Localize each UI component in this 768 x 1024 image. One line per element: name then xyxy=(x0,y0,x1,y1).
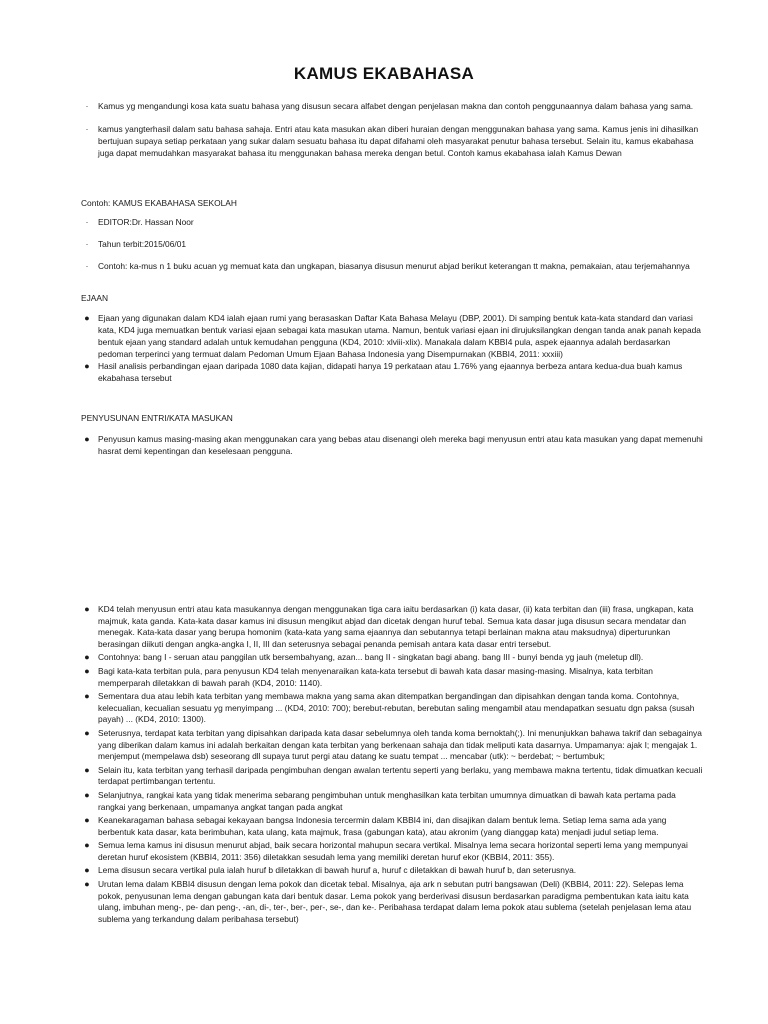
bullet-icon: ● xyxy=(84,691,90,702)
kd4-list xyxy=(81,604,703,925)
kd4-item xyxy=(81,815,703,838)
kd4-item xyxy=(81,666,703,689)
kd4-item xyxy=(81,840,703,863)
intro-item xyxy=(81,100,703,112)
example-item xyxy=(81,260,703,272)
kd4-item xyxy=(81,604,703,650)
ejaan-text: Ejaan yang digunakan dalam KD4 ialah ejaan rumi yang berasaskan Daftar Kata Bahasa Melayu (DBP, 2001). Di samping bentuk kata-kata standard dan variasi kata, KD4 juga memuatkan bentuk variasi ejaan sebagai kata masukan utama. Namun, bentuk variasi ejaan ini dirujuksilangkan dengan tanda anak panah kepada bentuk ejaan yang standard adalah untuk kemudahan pengguna (KD4, 2010: xlviii-xlix). Manakala dalam KBBI4 pula, aspek ejaannya adalah berdasarkan pedoman terperinci yang termuat dalam Pedoman Umum Ejaan Bahasa Indonesia yang Disempurnakan (KBBI4, 2011: xxxiii) xyxy=(98,313,701,359)
example-list xyxy=(81,216,703,272)
bullet-icon: ● xyxy=(84,815,90,826)
kd4-text: Semua lema kamus ini disusun menurut abjad, baik secara horizontal mahupun secara vertikal. Misalnya lema secara horizontal seperti lema yang mempunyai deretan huruf ekosistem (KBBI4, 2011: 356) diletakkan sesudah lema yang memiliki deretan huruf ekor (KBBI4, 2011: 355). xyxy=(98,840,688,862)
bullet-icon: · xyxy=(85,217,89,227)
example-item xyxy=(81,238,703,250)
intro-item xyxy=(81,123,703,159)
ejaan-heading: EJAAN xyxy=(81,293,108,303)
kd4-item xyxy=(81,728,703,763)
intro-text: Kamus yg mengandungi kosa kata suatu bahasa yang disusun secara alfabet dengan penjelasan makna dan contoh penggunaannya dalam bahasa yang sama. xyxy=(98,101,694,111)
ejaan-item xyxy=(81,312,703,360)
example-text: Tahun terbit:2015/06/01 xyxy=(98,239,187,249)
intro-text: kamus yangterhasil dalam satu bahasa sahaja. Entri atau kata masukan akan diberi huraian dengan menggunakan bahasa yang sama. Kamus jenis ini dihasilkan bertujuan supaya setiap perkataan yang sukar dalam sesuatu bahasa itu dapat difahami oleh masyarakat penutur bahasa tersebut. Selain itu, kamus ekabahasa juga dapat memudahkan masyarakat bahasa itu menggunakan bahasa mereka dengan betul. Contoh kamus ekabahasa ialah Kamus Dewan xyxy=(98,124,699,158)
penyusunan-item xyxy=(81,433,703,457)
ejaan-text: Hasil analisis perbandingan ejaan daripada 1080 data kajian, didapati hanya 19 perkataan atau 1.76% yang ejaannya berbeza antara kedua-dua buah kamus ekabahasa tersebut xyxy=(98,361,683,383)
kd4-item xyxy=(81,765,703,788)
kd4-text: Urutan lema dalam KBBI4 disusun dengan lema pokok dan dicetak tebal. Misalnya, aja ark n sebutan putri bangsawan (Deli) (KBBI4, 2011: 22). Selepas lema pokok, penyusunan lema dengan gabungan kata dari bentuk dasar. Lema pokok yang berderivasi disusun berdasarkan paradigma pembentukan kata iaitu kata ulang, imbuhan meng-, pe- dan peng-, -an, di-, ter-, ber-, per-, se-, dan ke-. Peribahasa terdapat dalam lema pokok atau sublema (setelah penjelasan lema atau sublema yang terkandung dalam peribahasa tersebut) xyxy=(98,879,692,924)
ejaan-item xyxy=(81,360,703,384)
bullet-icon: ● xyxy=(84,727,90,738)
kd4-text: Keanekaragaman bahasa sebagai kekayaan bangsa Indonesia tercermin dalam KBBI4 ini, dan disajikan dalam bentuk lema. Setiap lema sama ada yang berbentuk kata dasar, kata berimbuhan, kata ulang, kata majmuk, frasa (gabungan kata), atau akronim (yang dianggap kata) menjadi judul setiap lema. xyxy=(98,815,667,837)
page-title: KAMUS EKABAHASA xyxy=(293,64,475,83)
example-text: Contoh: ka-mus n 1 buku acuan yg memuat kata dan ungkapan, biasanya disusun menurut abjad berikut keterangan tt makna, pemakaian, atau terjemahannya xyxy=(98,261,690,271)
example-label: Contoh: KAMUS EKABAHASA SEKOLAH xyxy=(81,198,237,208)
kd4-item xyxy=(81,865,703,877)
bullet-icon: ● xyxy=(84,879,90,890)
bullet-icon: ● xyxy=(84,789,90,800)
bullet-icon: ● xyxy=(84,313,90,323)
ejaan-list xyxy=(81,312,703,384)
penyusunan-list xyxy=(81,433,703,457)
kd4-item xyxy=(81,879,703,925)
example-text: EDITOR:Dr. Hassan Noor xyxy=(98,217,194,227)
kd4-text: Selain itu, kata terbitan yang terhasil daripada pengimbuhan dengan awalan tertentu seperti yang berlaku, yang membawa makna tertentu, tidak dimuatkan kecuali terdapat pertimbangan tertentu. xyxy=(98,764,703,787)
example-item xyxy=(81,216,703,228)
kd4-text: Seterusnya, terdapat kata terbitan yang dipisahkan daripada kata dasar sebelumnya oleh tanda koma bernoktah(;). Ini menunjukkan bahawa takrif dan sebagainya yang diberikan dalam kamus ini adalah berkaitan dengan kata terbitan yang berkenaan sahaja dan tidak meliputi kata dasarnya. Umpamanya: ajak I; mengajak 1. menjemput (mempelawa dsb) seseorang dll supaya turut pergi atau datang ke suatu tempat ... mencabar (utk): ~ berdebat; ~ bertumbuk; xyxy=(98,727,702,762)
bullet-icon: ● xyxy=(84,434,90,444)
bullet-icon: ● xyxy=(84,604,90,614)
kd4-text: Lema disusun secara vertikal pula ialah huruf b diletakkan di bawah huruf a, huruf c diletakkan di bawah huruf b, dan seterusnya. xyxy=(98,865,577,876)
intro-list xyxy=(81,100,703,159)
bullet-icon: ● xyxy=(84,665,90,676)
bullet-icon: · xyxy=(85,101,89,111)
bullet-icon: ● xyxy=(84,764,90,775)
kd4-text: Bagi kata-kata terbitan pula, para penyusun KD4 telah menyenaraikan kata-kata tersebut di bawah kata dasar masing-masing. Misalnya, kata terbitan memperparah diletakkan di bawah parah (KD4, 2010: 1140). xyxy=(98,665,653,688)
bullet-icon: · xyxy=(85,124,89,134)
kd4-item xyxy=(81,691,703,726)
bullet-icon: ● xyxy=(84,865,90,876)
kd4-text: Sementara dua atau lebih kata terbitan yang membawa makna yang sama akan ditempatkan bergandingan dan dipisahkan dengan tanda koma. Contohnya, kelecualian, kecualian sesuatu yg menyimpang ... (KD4, 2010: 700); berebut-rebutan, berebutan saling mengambil atau mendapatkan sesuatu dgn paksa (susah payah) ... (KD4, 2010: 1300). xyxy=(98,691,695,725)
kd4-item xyxy=(81,790,703,813)
penyusunan-text: Penyusun kamus masing-masing akan menggunakan cara yang bebas atau disenangi oleh mereka bagi menyusun entri atau kata masukan yang dapat memenuhi hasrat demi kepentingan dan keselesaan pengguna. xyxy=(98,434,703,456)
kd4-text: KD4 telah menyusun entri atau kata masukannya dengan menggunakan tiga cara iaitu berdasarkan (i) kata dasar, (ii) kata terbitan dan (iii) frasa, ungkapan, kata majmuk, kata ganda. Kata-kata dasar kamus ini disusun mengikut abjad dan dicetak dengan huruf tebal. Semua kata dasar juga disusun secara mendatar dan menegak. Kata-kata dasar yang berupa homonim (kata-kata yang sama ejaannya dan sebutannya tetapi berlainan makna atau maksudnya) diperturunkan berasingan diikuti dengan angka-angka I, II, III dan seterusnya sebagai penanda pemisah antara kata dasar entri tersebut. xyxy=(98,604,694,649)
bullet-icon: · xyxy=(85,261,89,271)
bullet-icon: ● xyxy=(84,361,90,371)
bullet-icon: · xyxy=(85,239,89,249)
penyusunan-heading: PENYUSUNAN ENTRI/KATA MASUKAN xyxy=(81,413,233,423)
kd4-item xyxy=(81,652,703,664)
kd4-text: Selanjutnya, rangkai kata yang tidak menerima sebarang pengimbuhan untuk menghasilkan kata terbitan umumnya dimuatkan di bawah kata pertama pada rangkai yang berkenaan, umpamanya angkat tangan pada angkat xyxy=(98,789,676,812)
kd4-text: Contohnya: bang I - seruan atau panggilan utk bersembahyang, azan... bang II - singkatan bagi abang. bang III - bunyi benda yg jauh (meletup dll). xyxy=(98,652,644,663)
bullet-icon: ● xyxy=(84,840,90,851)
bullet-icon: ● xyxy=(84,652,90,663)
